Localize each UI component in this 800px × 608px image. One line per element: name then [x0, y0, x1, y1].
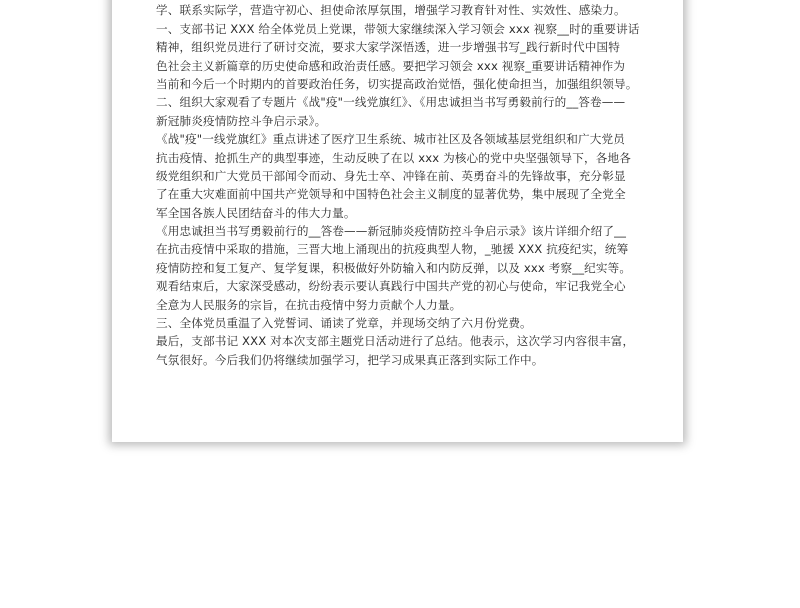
document-body	[156, 0, 648, 369]
doc-line-3: 一、支部书记 XXX 给全体党员上党课，带领大家继续深入学习领会 xxx 视察__时的重要讲话	[156, 21, 640, 36]
doc-line-11: 级党组织和广大党员干部闻令而动、身先士卒、冲锋在前、英勇奋斗的先锋故事，充分彰显	[156, 168, 626, 183]
doc-line-18: 全意为人民服务的宗旨，在抗击疫情中努力贡献个人力量。	[156, 297, 462, 312]
doc-line-7: 二、组织大家观看了专题片《战"疫"一线党旗红》、《用忠诚担当书写勇毅前行的__答卷——	[156, 95, 626, 110]
doc-line-2: 学、联系实际学，营造守初心、担使命浓厚氛围，增强学习教育针对性、实效性、感染力。	[156, 3, 626, 18]
document-page	[112, 0, 683, 442]
doc-line-21: 气氛很好。今后我们仍将继续加强学习，把学习成果真正落到实际工作中。	[156, 352, 544, 367]
doc-line-16: 疫情防控和复工复产、复学复课，积极做好外防输入和内防反弹，以及 xxx 考察__纪实等。	[156, 260, 632, 275]
doc-line-12: 了在重大灾难面前中国共产党领导和中国特色社会主义制度的显著优势，集中展现了全党全	[156, 187, 626, 202]
doc-line-8: 新冠肺炎疫情防控斗争启示录》。	[156, 113, 327, 128]
doc-line-10: 抗击疫情、抢抓生产的典型事迹，生动反映了在以 xxx 为核心的党中央坚强领导下，各地各	[156, 150, 631, 165]
doc-line-9: 《战"疫"一线党旗红》重点讲述了医疗卫生系统、城市社区及各领域基层党组织和广大党员	[156, 132, 625, 147]
doc-line-17: 观看结束后，大家深受感动，纷纷表示要认真践行中国共产党的初心与使命，牢记我党全心	[156, 279, 626, 294]
doc-line-6: 当前和今后一个时期内的首要政治任务，切实提高政治觉悟，强化使命担当，加强组织领导。	[156, 76, 638, 91]
doc-line-4: 精神，组织党员进行了研讨交流，要求大家学深悟透，进一步增强书写_践行新时代中国特	[156, 40, 620, 55]
doc-line-14: 《用忠诚担当书写勇毅前行的__答卷——新冠肺炎疫情防控斗争启示录》该片详细介绍了__	[156, 224, 627, 239]
doc-line-13: 军全国各族人民团结奋斗的伟大力量。	[156, 205, 356, 220]
doc-line-20: 最后，支部书记 XXX 对本次支部主题党日活动进行了总结。他表示，这次学习内容很丰富，	[156, 334, 635, 349]
doc-line-5: 色社会主义新篇章的历史使命感和政治责任感。要把学习领会 xxx 视察_重要讲话精神作为	[156, 58, 626, 73]
doc-line-19: 三、全体党员重温了入党誓词、诵读了党章，并现场交纳了六月份党费。	[156, 316, 532, 331]
doc-line-15: 在抗击疫情中采取的措施，三晋大地上涌现出的抗疫典型人物，_驰援 XXX 抗疫纪实，统筹	[156, 242, 629, 257]
